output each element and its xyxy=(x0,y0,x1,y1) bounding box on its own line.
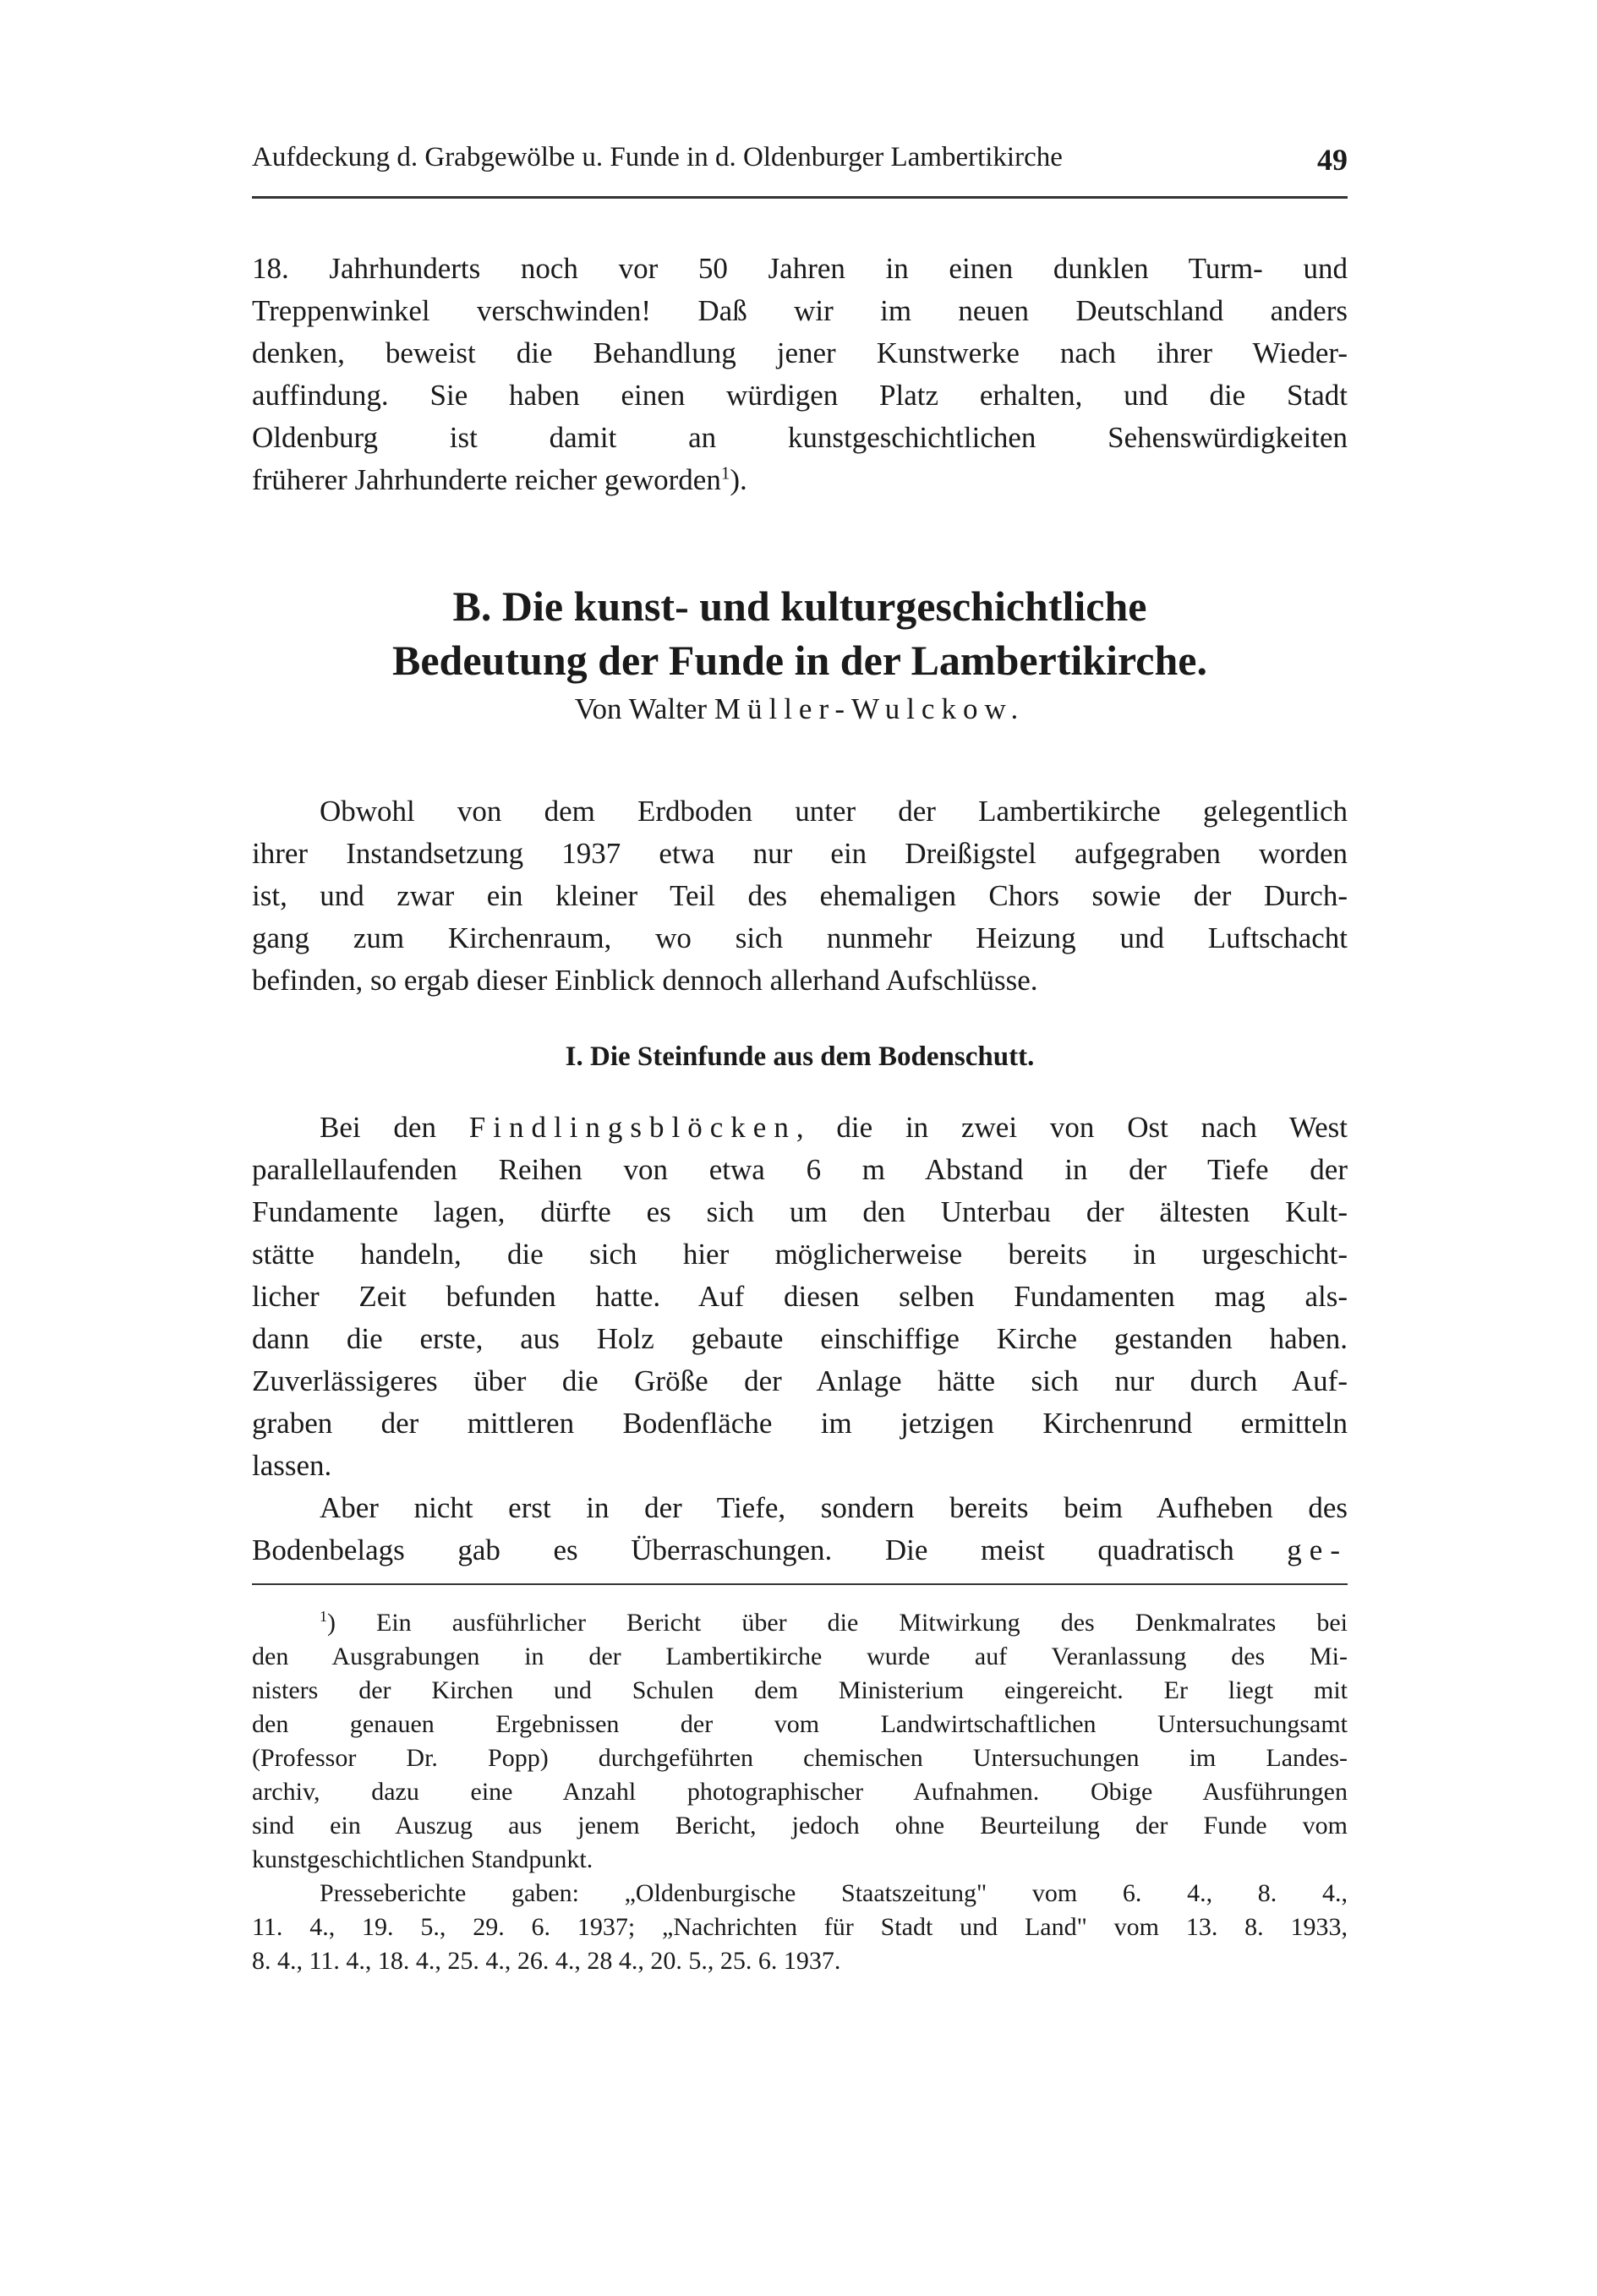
author-line xyxy=(252,692,1348,726)
line-end: ). xyxy=(730,463,747,496)
text-line: ihrer Instandsetzung 1937 etwa nur ein Dreißigstel aufgegraben worden xyxy=(252,837,1348,870)
line-text: Bodenbelags gab es Überraschungen. Die meist quadratisch xyxy=(252,1533,1234,1566)
section-title-line-1: B. Die kunst- und kulturgeschichtliche xyxy=(452,582,1147,630)
running-header xyxy=(252,142,1348,178)
paragraph-1 xyxy=(252,790,1348,1002)
footnote-marker: 1 xyxy=(320,1608,327,1625)
subsection-title: I. Die Steinfunde aus dem Bodenschutt. xyxy=(565,1041,1035,1072)
line-text: , die in zwei von Ost nach West xyxy=(796,1111,1348,1144)
text-line: stätte handeln, die sich hier möglicherweise bereits in urgeschicht- xyxy=(252,1238,1348,1271)
emphasized-term: ge- xyxy=(1287,1533,1348,1566)
text-line: befinden, so ergab dieser Einblick dennoch allerhand Aufschlüsse. xyxy=(252,964,1038,997)
text-line: den Ausgrabungen in der Lambertikirche wurde auf Veranlassung des Mi- xyxy=(252,1643,1348,1670)
text-line: kunstgeschichtlichen Standpunkt. xyxy=(252,1845,593,1873)
text-line: sind ein Auszug aus jenem Bericht, jedoch ohne Beurteilung der Funde vom xyxy=(252,1812,1348,1840)
text-line: parallellaufenden Reihen von etwa 6 m Abstand in der Tiefe der xyxy=(252,1153,1348,1186)
intro-paragraph xyxy=(252,248,1348,501)
text-line: licher Zeit befunden hatte. Auf diesen selben Fundamenten mag als- xyxy=(252,1280,1348,1313)
text-line xyxy=(252,1606,1348,1640)
text-line: 18. Jahrhunderts noch vor 50 Jahren in einen dunklen Turm- und xyxy=(252,252,1348,285)
text-line: gang zum Kirchenraum, wo sich nunmehr Heizung und Luftschacht xyxy=(252,921,1348,954)
header-rule xyxy=(252,196,1348,199)
text-line: ist, und zwar ein kleiner Teil des ehemaligen Chors sowie der Durch- xyxy=(252,879,1348,912)
paragraph-2 xyxy=(252,1107,1348,1572)
text-line: Treppenwinkel verschwinden! Daß wir im neuen Deutschland anders xyxy=(252,294,1348,327)
author-prefix: Von Walter xyxy=(574,692,708,725)
text-line: 11. 4., 19. 5., 29. 6. 1937; „Nachrichten für Stadt und Land" vom 13. 8. 1933, xyxy=(252,1913,1348,1941)
text-line: archiv, dazu eine Anzahl photographischer Aufnahmen. Obige Ausführungen xyxy=(252,1778,1348,1806)
text-line: nisters der Kirchen und Schulen dem Ministerium eingereicht. Er liegt mit xyxy=(252,1676,1348,1704)
line-text: früherer Jahrhunderte reicher geworden xyxy=(252,463,721,496)
text-line xyxy=(252,1107,1348,1149)
author-name: Müller-Wulckow. xyxy=(714,692,1025,725)
text-line: graben der mittleren Bodenfläche im jetzigen Kirchenrund ermitteln xyxy=(252,1407,1348,1440)
text-line: 8. 4., 11. 4., 18. 4., 25. 4., 26. 4., 28 4., 20. 5., 25. 6. 1937. xyxy=(252,1947,841,1975)
line-text: Bei den xyxy=(320,1111,436,1144)
running-title: Aufdeckung d. Grabgewölbe u. Funde in d. Oldenburger Lambertikirche xyxy=(252,142,1063,172)
text-line: denken, beweist die Behandlung jener Kunstwerke nach ihrer Wieder- xyxy=(252,336,1348,369)
text-line: (Professor Dr. Popp) durchgeführten chemischen Untersuchungen im Landes- xyxy=(252,1744,1348,1772)
text-line: Fundamente lagen, dürfte es sich um den Unterbau der ältesten Kult- xyxy=(252,1195,1348,1228)
text-line xyxy=(252,1529,1348,1572)
text-line: lassen. xyxy=(252,1449,332,1482)
line-text: ) Ein ausführlicher Bericht über die Mitwirkung des Denkmalrates bei xyxy=(327,1609,1348,1637)
footnote xyxy=(252,1606,1348,1978)
text-line: Aber nicht erst in der Tiefe, sondern bereits beim Aufheben des xyxy=(320,1491,1348,1524)
text-line: Oldenburg ist damit an kunstgeschichtlichen Sehenswürdigkeiten xyxy=(252,421,1348,454)
text-line: Obwohl von dem Erdboden unter der Lambertikirche gelegentlich xyxy=(320,795,1348,828)
text-line xyxy=(252,459,1348,501)
page-number: 49 xyxy=(1317,143,1348,177)
text-line: Presseberichte gaben: „Oldenburgische Staatszeitung" vom 6. 4., 8. 4., xyxy=(320,1879,1348,1907)
emphasized-term: Findlingsblöcken xyxy=(468,1111,796,1144)
text-line: auffindung. Sie haben einen würdigen Platz erhalten, und die Stadt xyxy=(252,379,1348,412)
section-heading xyxy=(252,579,1348,726)
text-line: dann die erste, aus Holz gebaute einschiffige Kirche gestanden haben. xyxy=(252,1322,1348,1355)
text-line: den genauen Ergebnissen der vom Landwirtschaftlichen Untersuchungsamt xyxy=(252,1710,1348,1738)
footnote-ref[interactable]: 1 xyxy=(720,462,730,484)
section-title-line-2: Bedeutung der Funde in der Lambertikirche. xyxy=(392,637,1207,684)
text-line: Zuverlässigeres über die Größe der Anlage hätte sich nur durch Auf- xyxy=(252,1364,1348,1397)
footnote-rule xyxy=(252,1583,1348,1585)
